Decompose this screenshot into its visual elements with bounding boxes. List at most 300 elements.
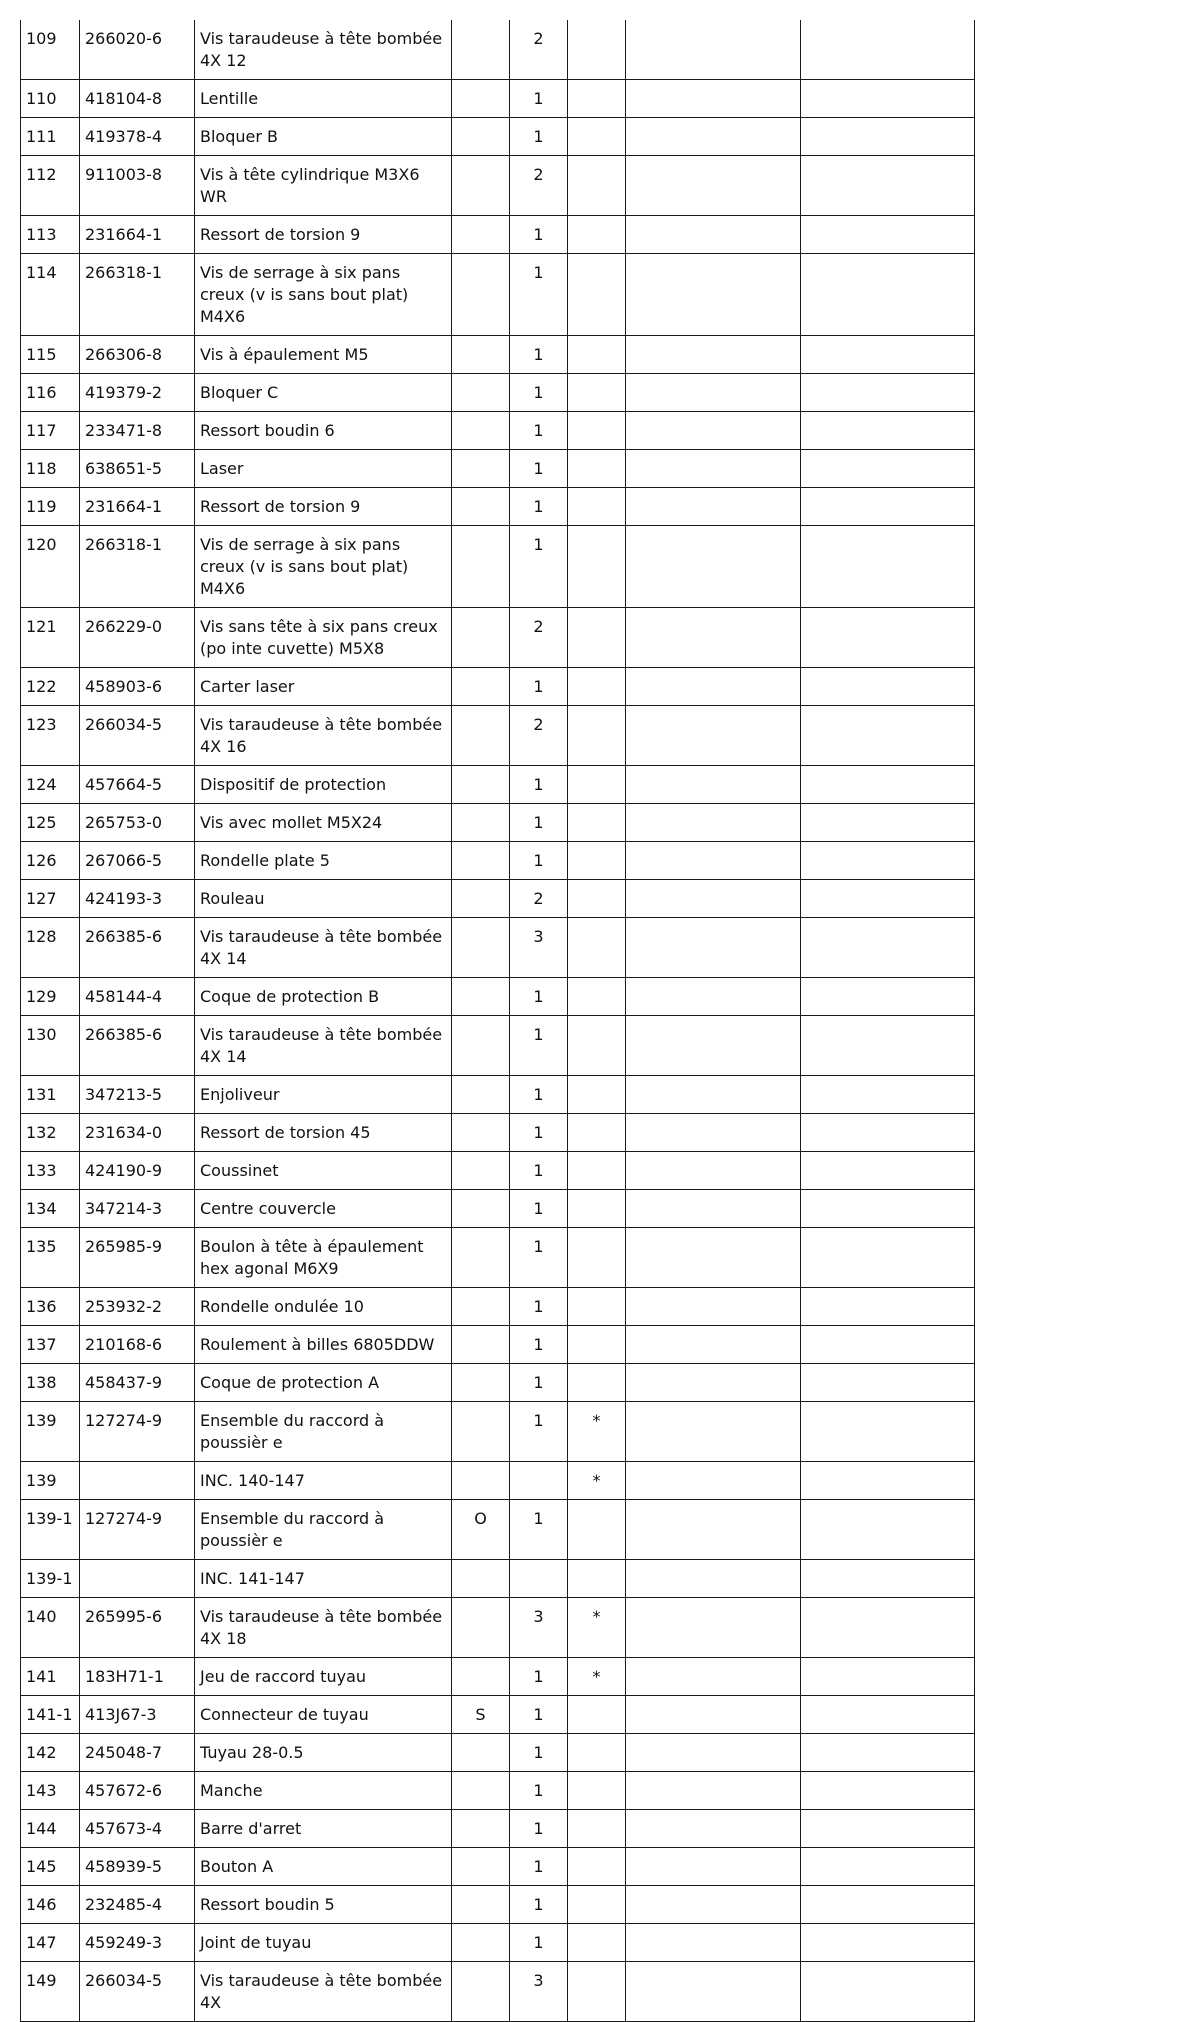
cell-blank <box>801 450 975 488</box>
cell-quantity: 3 <box>510 1598 568 1658</box>
cell-item-no: 127 <box>21 880 80 918</box>
cell-part-number: 266034-5 <box>80 1962 195 2022</box>
cell-blank <box>801 608 975 668</box>
cell-quantity: 1 <box>510 1364 568 1402</box>
cell-part-number: 231664-1 <box>80 488 195 526</box>
table-row <box>21 488 975 526</box>
cell-part-number: 458437-9 <box>80 1364 195 1402</box>
cell-part-number: 457672-6 <box>80 1772 195 1810</box>
cell-item-no: 141 <box>21 1658 80 1696</box>
cell-quantity: 1 <box>510 118 568 156</box>
table-row <box>21 450 975 488</box>
cell-code <box>452 1962 510 2022</box>
cell-part-number: 266306-8 <box>80 336 195 374</box>
cell-item-no: 146 <box>21 1886 80 1924</box>
cell-mark <box>568 1076 626 1114</box>
cell-mark <box>568 374 626 412</box>
cell-mark <box>568 1326 626 1364</box>
cell-part-number <box>80 1560 195 1598</box>
cell-description: Vis taraudeuse à tête bombée 4X 16 <box>195 706 452 766</box>
cell-quantity: 1 <box>510 1500 568 1560</box>
cell-item-no: 119 <box>21 488 80 526</box>
cell-part-number: 424193-3 <box>80 880 195 918</box>
cell-blank <box>626 80 801 118</box>
cell-description: Manche <box>195 1772 452 1810</box>
cell-part-number: 253932-2 <box>80 1288 195 1326</box>
cell-mark <box>568 766 626 804</box>
cell-blank <box>626 1364 801 1402</box>
cell-quantity: 2 <box>510 706 568 766</box>
table-row <box>21 1772 975 1810</box>
cell-blank <box>801 668 975 706</box>
cell-code <box>452 118 510 156</box>
cell-code <box>452 1734 510 1772</box>
table-row <box>21 1462 975 1500</box>
cell-quantity: 1 <box>510 254 568 336</box>
cell-mark <box>568 706 626 766</box>
cell-code <box>452 80 510 118</box>
cell-code <box>452 156 510 216</box>
cell-blank <box>801 766 975 804</box>
cell-code <box>452 1848 510 1886</box>
cell-mark: * <box>568 1598 626 1658</box>
cell-part-number: 266385-6 <box>80 918 195 978</box>
cell-mark <box>568 1288 626 1326</box>
cell-item-no: 141-1 <box>21 1696 80 1734</box>
cell-blank <box>626 450 801 488</box>
table-row <box>21 1560 975 1598</box>
cell-description: Ressort de torsion 9 <box>195 488 452 526</box>
cell-blank <box>626 216 801 254</box>
cell-blank <box>626 1962 801 2022</box>
cell-description: Vis de serrage à six pans creux (v is sans bout plat) M4X6 <box>195 254 452 336</box>
cell-quantity: 1 <box>510 1696 568 1734</box>
cell-quantity: 2 <box>510 608 568 668</box>
cell-blank <box>801 1114 975 1152</box>
cell-part-number: 458144-4 <box>80 978 195 1016</box>
cell-quantity: 1 <box>510 488 568 526</box>
cell-description: Centre couvercle <box>195 1190 452 1228</box>
cell-blank <box>801 1402 975 1462</box>
cell-code <box>452 1886 510 1924</box>
cell-description: Vis avec mollet M5X24 <box>195 804 452 842</box>
table-row <box>21 216 975 254</box>
cell-part-number: 419379-2 <box>80 374 195 412</box>
cell-description: Vis sans tête à six pans creux (po inte cuvette) M5X8 <box>195 608 452 668</box>
cell-item-no: 143 <box>21 1772 80 1810</box>
cell-item-no: 120 <box>21 526 80 608</box>
table-row <box>21 706 975 766</box>
cell-description: Roulement à billes 6805DDW <box>195 1326 452 1364</box>
cell-part-number: 233471-8 <box>80 412 195 450</box>
cell-item-no: 139-1 <box>21 1500 80 1560</box>
table-row <box>21 20 975 80</box>
cell-item-no: 122 <box>21 668 80 706</box>
cell-item-no: 115 <box>21 336 80 374</box>
table-row <box>21 804 975 842</box>
table-row <box>21 374 975 412</box>
cell-part-number: 127274-9 <box>80 1500 195 1560</box>
cell-blank <box>626 1402 801 1462</box>
cell-code <box>452 1016 510 1076</box>
cell-quantity: 1 <box>510 1326 568 1364</box>
cell-mark <box>568 412 626 450</box>
cell-item-no: 145 <box>21 1848 80 1886</box>
cell-quantity: 1 <box>510 1114 568 1152</box>
cell-blank <box>801 216 975 254</box>
cell-mark <box>568 336 626 374</box>
cell-part-number: 457664-5 <box>80 766 195 804</box>
cell-blank <box>626 254 801 336</box>
cell-part-number: 457673-4 <box>80 1810 195 1848</box>
cell-description: INC. 140-147 <box>195 1462 452 1500</box>
cell-blank <box>801 156 975 216</box>
cell-blank <box>801 1288 975 1326</box>
cell-part-number: 267066-5 <box>80 842 195 880</box>
cell-description: Vis taraudeuse à tête bombée 4X 18 <box>195 1598 452 1658</box>
cell-blank <box>626 608 801 668</box>
cell-mark <box>568 156 626 216</box>
cell-blank <box>626 978 801 1016</box>
table-row <box>21 1326 975 1364</box>
cell-quantity: 1 <box>510 842 568 880</box>
cell-mark <box>568 1114 626 1152</box>
cell-blank <box>626 842 801 880</box>
cell-blank <box>626 526 801 608</box>
cell-blank <box>801 1734 975 1772</box>
cell-blank <box>801 1462 975 1500</box>
cell-mark <box>568 20 626 80</box>
table-row <box>21 1152 975 1190</box>
cell-description: Vis à tête cylindrique M3X6 WR <box>195 156 452 216</box>
cell-description: Vis taraudeuse à tête bombée 4X 14 <box>195 918 452 978</box>
cell-blank <box>626 1772 801 1810</box>
cell-mark <box>568 842 626 880</box>
cell-blank <box>801 1886 975 1924</box>
cell-description: Ressort boudin 6 <box>195 412 452 450</box>
table-row <box>21 1402 975 1462</box>
cell-description: Rondelle ondulée 10 <box>195 1288 452 1326</box>
cell-part-number: 347213-5 <box>80 1076 195 1114</box>
table-continuation-lines <box>20 1665 974 1683</box>
cell-code <box>452 1598 510 1658</box>
cell-item-no: 125 <box>21 804 80 842</box>
cell-code <box>452 336 510 374</box>
cell-blank <box>626 118 801 156</box>
cell-item-no: 126 <box>21 842 80 880</box>
cell-part-number: 265985-9 <box>80 1228 195 1288</box>
cell-code <box>452 488 510 526</box>
cell-description: Coque de protection B <box>195 978 452 1016</box>
cell-blank <box>801 880 975 918</box>
cell-blank <box>801 1598 975 1658</box>
cell-item-no: 112 <box>21 156 80 216</box>
cell-blank <box>626 1500 801 1560</box>
cell-blank <box>626 336 801 374</box>
cell-item-no: 138 <box>21 1364 80 1402</box>
cell-item-no: 131 <box>21 1076 80 1114</box>
table-row <box>21 1962 975 2022</box>
cell-item-no: 139-1 <box>21 1560 80 1598</box>
cell-part-number: 266318-1 <box>80 526 195 608</box>
cell-mark <box>568 804 626 842</box>
cell-item-no: 130 <box>21 1016 80 1076</box>
table-row <box>21 1076 975 1114</box>
table-row <box>21 1190 975 1228</box>
table-row <box>21 1810 975 1848</box>
cell-description: Vis taraudeuse à tête bombée 4X <box>195 1962 452 2022</box>
table-row <box>21 1924 975 1962</box>
cell-blank <box>801 118 975 156</box>
cell-blank <box>801 1228 975 1288</box>
cell-quantity: 1 <box>510 766 568 804</box>
cell-description: Laser <box>195 450 452 488</box>
cell-mark <box>568 978 626 1016</box>
cell-quantity: 3 <box>510 1962 568 2022</box>
cell-code <box>452 1364 510 1402</box>
cell-description: Rouleau <box>195 880 452 918</box>
cell-description: Boulon à tête à épaulement hex agonal M6X9 <box>195 1228 452 1288</box>
cell-code <box>452 254 510 336</box>
cell-quantity: 1 <box>510 374 568 412</box>
cell-item-no: 111 <box>21 118 80 156</box>
cell-blank <box>626 1114 801 1152</box>
table-row <box>21 1114 975 1152</box>
cell-mark <box>568 118 626 156</box>
cell-quantity: 1 <box>510 1076 568 1114</box>
cell-part-number: 419378-4 <box>80 118 195 156</box>
cell-part-number: 210168-6 <box>80 1326 195 1364</box>
cell-item-no: 114 <box>21 254 80 336</box>
table-row <box>21 1288 975 1326</box>
cell-blank <box>626 1560 801 1598</box>
cell-code <box>452 412 510 450</box>
cell-blank <box>626 918 801 978</box>
cell-quantity: 1 <box>510 1228 568 1288</box>
cell-mark <box>568 1962 626 2022</box>
table-row <box>21 254 975 336</box>
cell-mark <box>568 1810 626 1848</box>
cell-blank <box>626 156 801 216</box>
cell-blank <box>801 1364 975 1402</box>
cell-item-no: 124 <box>21 766 80 804</box>
cell-item-no: 139 <box>21 1462 80 1500</box>
cell-mark <box>568 450 626 488</box>
cell-code: O <box>452 1500 510 1560</box>
cell-quantity: 1 <box>510 1152 568 1190</box>
cell-blank <box>626 1462 801 1500</box>
cell-part-number: 418104-8 <box>80 80 195 118</box>
cell-quantity: 1 <box>510 1658 568 1696</box>
cell-quantity: 1 <box>510 668 568 706</box>
table-row <box>21 978 975 1016</box>
cell-mark <box>568 216 626 254</box>
cell-code <box>452 526 510 608</box>
cell-code <box>452 1924 510 1962</box>
cell-code <box>452 450 510 488</box>
cell-item-no: 129 <box>21 978 80 1016</box>
cell-quantity: 1 <box>510 978 568 1016</box>
cell-blank <box>801 804 975 842</box>
cell-item-no: 147 <box>21 1924 80 1962</box>
table-row <box>21 880 975 918</box>
cell-description: Ensemble du raccord à poussièr e <box>195 1500 452 1560</box>
table-row <box>21 1886 975 1924</box>
cell-mark <box>568 1696 626 1734</box>
cell-mark <box>568 1228 626 1288</box>
cell-mark <box>568 1016 626 1076</box>
cell-code <box>452 20 510 80</box>
table-row <box>21 1696 975 1734</box>
cell-description: Vis à épaulement M5 <box>195 336 452 374</box>
table-row <box>21 118 975 156</box>
cell-code <box>452 1152 510 1190</box>
cell-part-number: 265995-6 <box>80 1598 195 1658</box>
cell-blank <box>801 1848 975 1886</box>
cell-item-no: 109 <box>21 20 80 80</box>
cell-blank <box>626 412 801 450</box>
cell-code <box>452 1560 510 1598</box>
cell-quantity: 1 <box>510 80 568 118</box>
table-row <box>21 1734 975 1772</box>
cell-quantity: 1 <box>510 336 568 374</box>
table-row <box>21 608 975 668</box>
cell-blank <box>801 1152 975 1190</box>
cell-mark <box>568 1500 626 1560</box>
cell-quantity: 1 <box>510 1886 568 1924</box>
cell-blank <box>626 20 801 80</box>
cell-quantity: 1 <box>510 450 568 488</box>
table-row <box>21 1016 975 1076</box>
cell-part-number: 458903-6 <box>80 668 195 706</box>
cell-mark <box>568 918 626 978</box>
cell-part-number: 266229-0 <box>80 608 195 668</box>
cell-code <box>452 1114 510 1152</box>
cell-code <box>452 706 510 766</box>
cell-item-no: 110 <box>21 80 80 118</box>
cell-part-number: 231634-0 <box>80 1114 195 1152</box>
cell-quantity: 1 <box>510 1288 568 1326</box>
cell-mark: * <box>568 1402 626 1462</box>
cell-blank <box>626 1598 801 1658</box>
cell-description: Joint de tuyau <box>195 1924 452 1962</box>
cell-item-no: 137 <box>21 1326 80 1364</box>
cell-description: Coussinet <box>195 1152 452 1190</box>
cell-description: Vis taraudeuse à tête bombée 4X 14 <box>195 1016 452 1076</box>
cell-blank <box>801 254 975 336</box>
cell-description: Bloquer B <box>195 118 452 156</box>
cell-part-number: 265753-0 <box>80 804 195 842</box>
cell-part-number: 266020-6 <box>80 20 195 80</box>
cell-description: INC. 141-147 <box>195 1560 452 1598</box>
cell-mark <box>568 608 626 668</box>
cell-blank <box>626 488 801 526</box>
cell-item-no: 123 <box>21 706 80 766</box>
cell-blank <box>626 1016 801 1076</box>
cell-description: Jeu de raccord tuyau <box>195 1658 452 1696</box>
cell-description: Ressort de torsion 9 <box>195 216 452 254</box>
cell-blank <box>801 374 975 412</box>
cell-mark <box>568 80 626 118</box>
cell-blank <box>801 978 975 1016</box>
cell-code <box>452 1076 510 1114</box>
cell-quantity: 1 <box>510 804 568 842</box>
cell-part-number: 347214-3 <box>80 1190 195 1228</box>
cell-code <box>452 842 510 880</box>
table-row <box>21 1848 975 1886</box>
cell-blank <box>801 1016 975 1076</box>
cell-item-no: 128 <box>21 918 80 978</box>
cell-code: S <box>452 1696 510 1734</box>
parts-table <box>20 20 975 2022</box>
cell-code <box>452 804 510 842</box>
cell-quantity: 1 <box>510 1016 568 1076</box>
cell-description: Connecteur de tuyau <box>195 1696 452 1734</box>
table-row <box>21 1364 975 1402</box>
cell-mark <box>568 526 626 608</box>
cell-blank <box>801 1962 975 2022</box>
cell-blank <box>626 1696 801 1734</box>
table-row <box>21 526 975 608</box>
cell-blank <box>626 1810 801 1848</box>
cell-quantity: 1 <box>510 1848 568 1886</box>
cell-blank <box>801 526 975 608</box>
cell-mark: * <box>568 1462 626 1500</box>
cell-item-no: 132 <box>21 1114 80 1152</box>
cell-item-no: 136 <box>21 1288 80 1326</box>
cell-blank <box>626 1152 801 1190</box>
cell-quantity: 2 <box>510 880 568 918</box>
cell-description: Carter laser <box>195 668 452 706</box>
cell-mark <box>568 880 626 918</box>
table-row <box>21 1228 975 1288</box>
cell-part-number: 459249-3 <box>80 1924 195 1962</box>
cell-quantity: 1 <box>510 1402 568 1462</box>
cell-item-no: 117 <box>21 412 80 450</box>
cell-blank <box>801 336 975 374</box>
cell-blank <box>626 1848 801 1886</box>
cell-blank <box>626 1326 801 1364</box>
cell-part-number: 911003-8 <box>80 156 195 216</box>
cell-blank <box>801 918 975 978</box>
table-row <box>21 1598 975 1658</box>
cell-description: Coque de protection A <box>195 1364 452 1402</box>
table-row <box>21 668 975 706</box>
table-row <box>21 1500 975 1560</box>
cell-code <box>452 880 510 918</box>
table-row <box>21 412 975 450</box>
cell-blank <box>801 488 975 526</box>
cell-description: Tuyau 28-0.5 <box>195 1734 452 1772</box>
cell-mark <box>568 254 626 336</box>
cell-blank <box>626 880 801 918</box>
cell-blank <box>801 1500 975 1560</box>
cell-blank <box>801 80 975 118</box>
cell-blank <box>801 1190 975 1228</box>
cell-description: Lentille <box>195 80 452 118</box>
cell-item-no: 144 <box>21 1810 80 1848</box>
cell-blank <box>801 706 975 766</box>
cell-mark <box>568 1364 626 1402</box>
cell-item-no: 116 <box>21 374 80 412</box>
cell-blank <box>626 766 801 804</box>
cell-quantity <box>510 1560 568 1598</box>
cell-code <box>452 1326 510 1364</box>
cell-blank <box>626 1924 801 1962</box>
cell-description: Dispositif de protection <box>195 766 452 804</box>
cell-description: Vis taraudeuse à tête bombée 4X 12 <box>195 20 452 80</box>
cell-blank <box>626 804 801 842</box>
